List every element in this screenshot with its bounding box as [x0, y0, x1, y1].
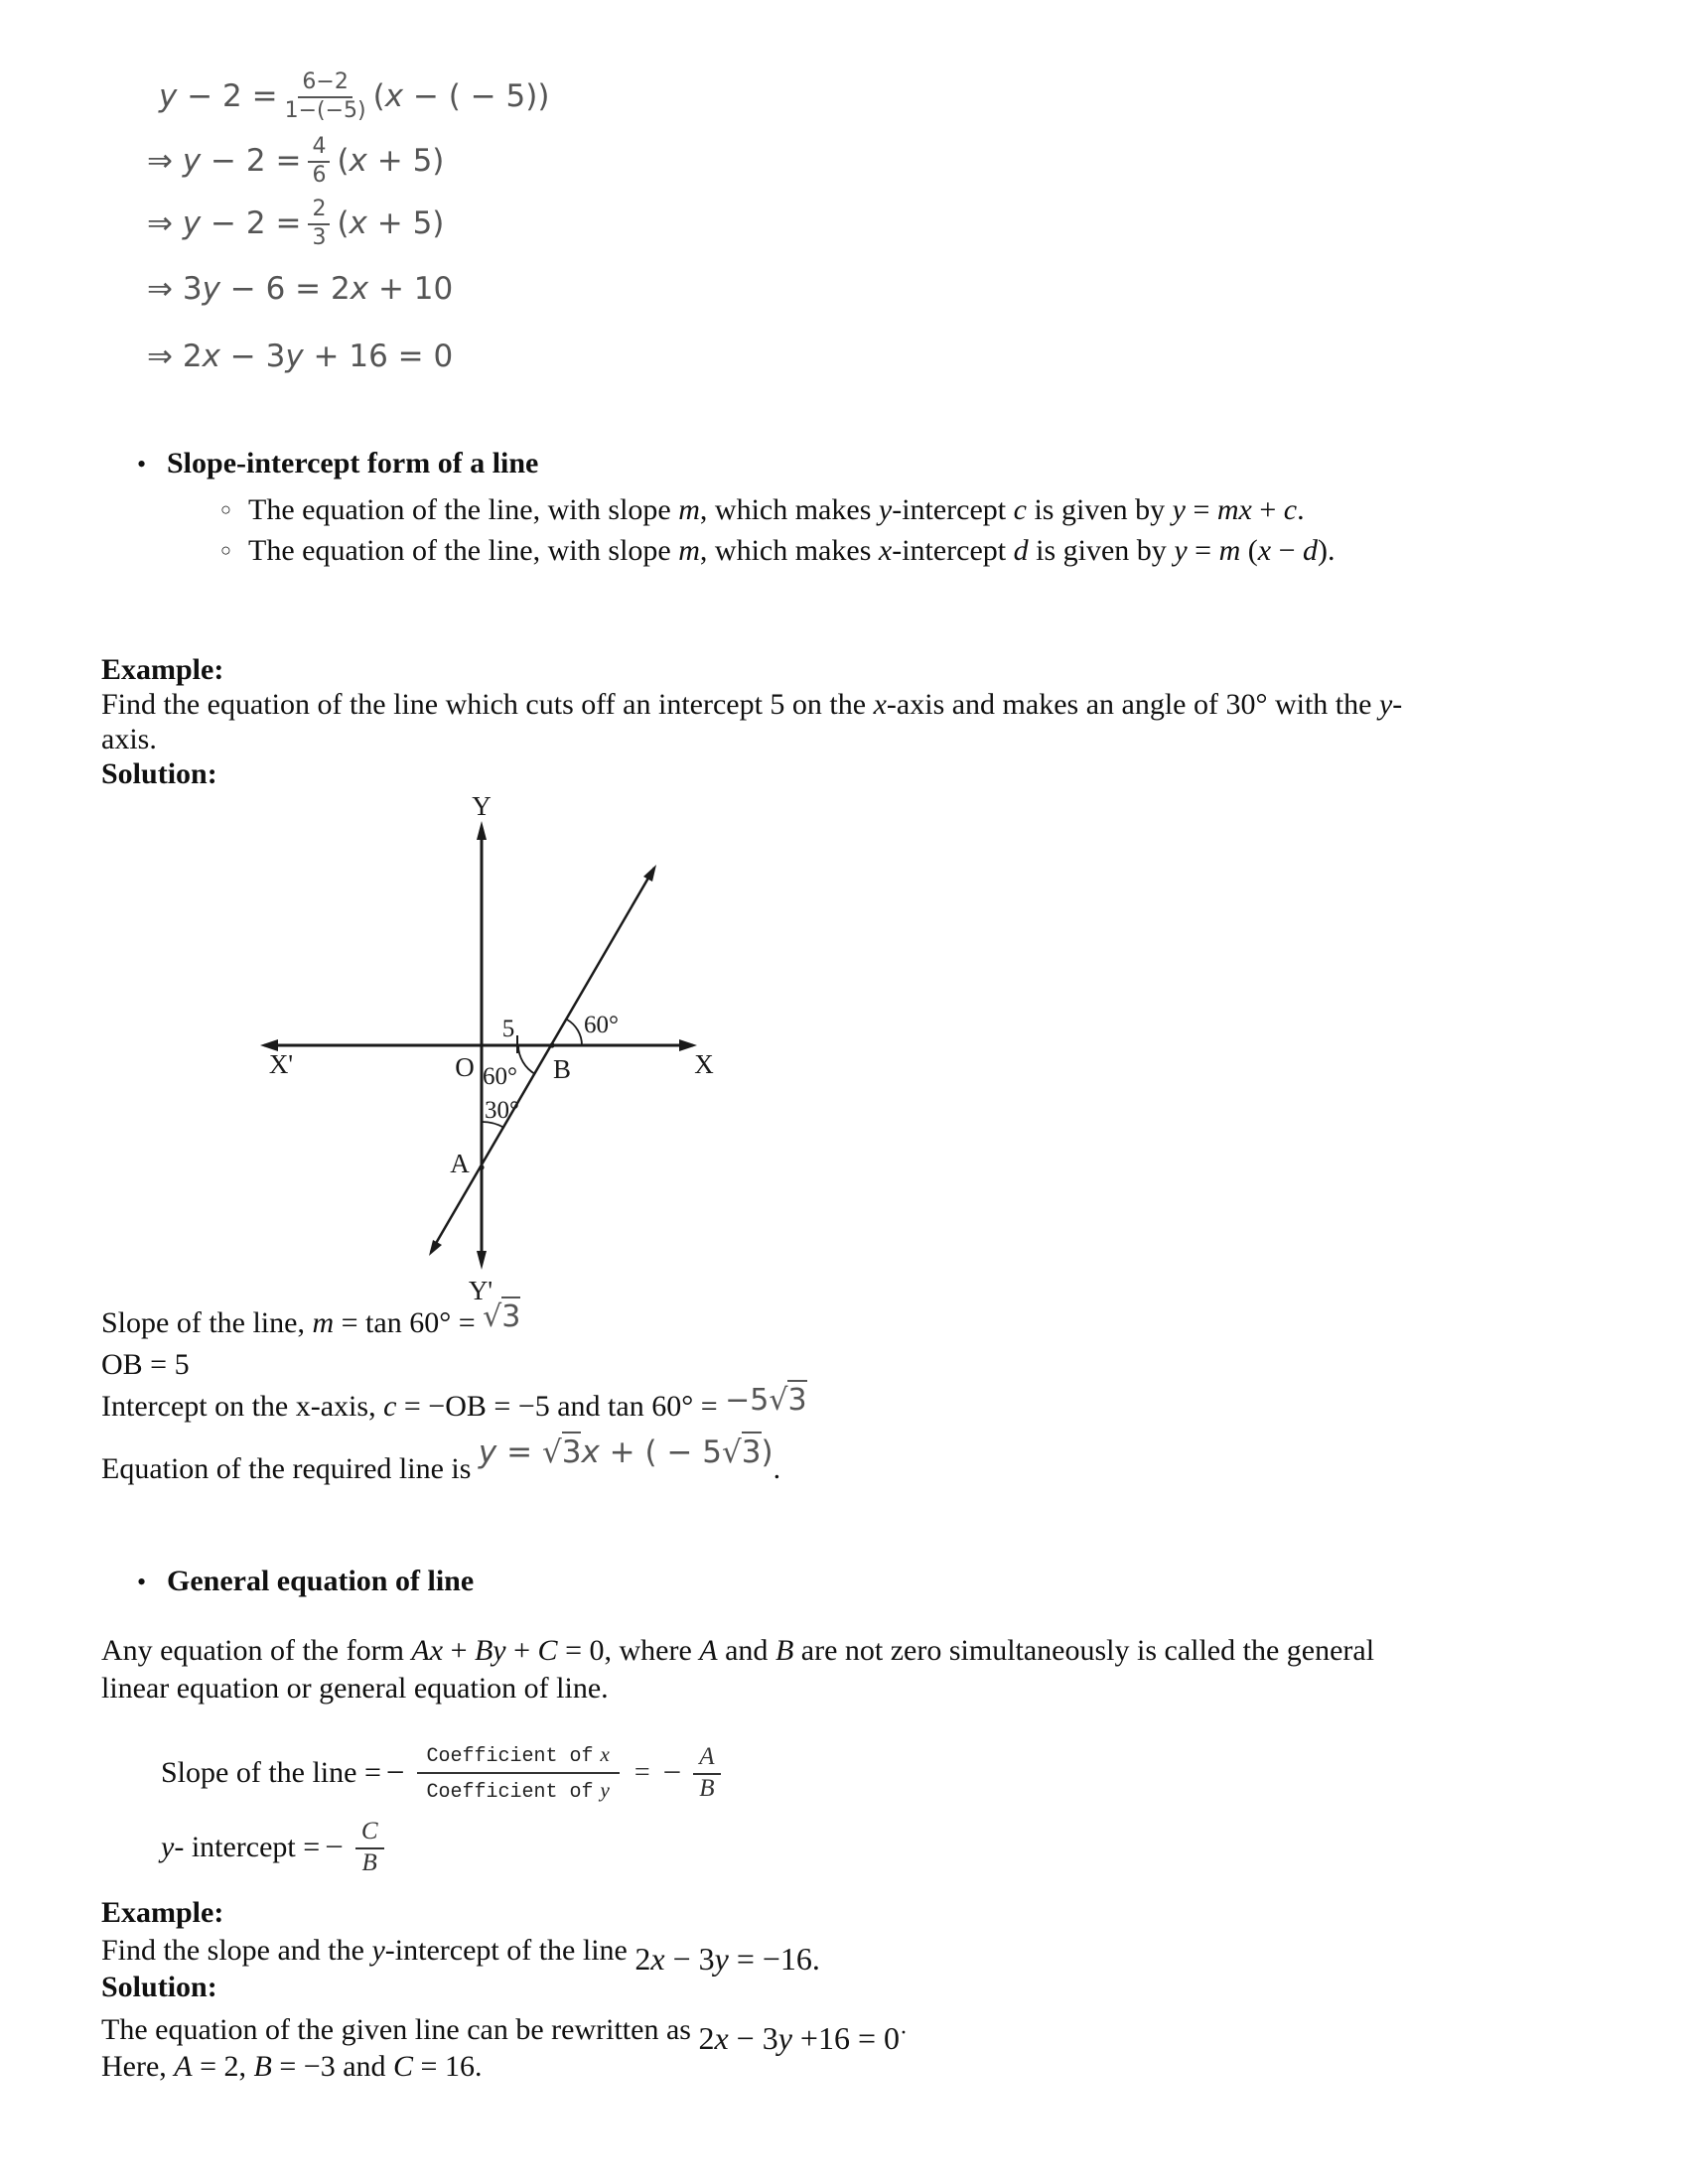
minus-5-sqrt-3-math: −5√3	[725, 1383, 806, 1418]
example-question-line-1: Find the equation of the line which cuts off an intercept 5 on the x-axis and makes an angle of 30° with the y-	[101, 688, 1403, 721]
sqrt-3-math: √3	[483, 1299, 520, 1334]
bullet-heading-row	[137, 447, 1335, 480]
sub-bullet-item	[220, 491, 1335, 532]
solution-1-block	[101, 1299, 807, 1498]
sub-bullet-text: The equation of the line, with slope m, which makes x-intercept d is given by y = m (x − d).	[248, 534, 1336, 567]
equation-line-1	[147, 69, 549, 124]
equation-line-5	[147, 339, 549, 374]
period: .	[773, 1452, 781, 1485]
solution-heading: Solution:	[101, 1971, 217, 2003]
derivation-block	[147, 69, 549, 374]
numerator-variable: x	[600, 1742, 610, 1766]
coefficient-fraction	[417, 1740, 620, 1806]
example-question-line-2: axis.	[101, 723, 157, 755]
minus-sign: −	[662, 1754, 682, 1791]
rewritten-equation-math: 2x − 3y +16 = 0·	[698, 2020, 908, 2056]
angle-arc-60-left	[518, 1045, 535, 1074]
line-arrow-down-icon	[429, 1240, 442, 1256]
fraction-denominator: B	[361, 1848, 377, 1876]
formula-label: - intercept =	[174, 1831, 321, 1864]
fraction-numerator: C	[355, 1818, 384, 1849]
equation-text: (x + 5)	[337, 205, 445, 242]
formula-label: Slope of the line =	[161, 1756, 381, 1789]
fraction-numerator: 4	[308, 134, 330, 163]
example-1-block	[101, 652, 1402, 791]
bullet-heading-row	[137, 1565, 474, 1598]
fraction-denominator: 1−(−5)	[284, 97, 366, 123]
arrow-down-icon	[477, 1251, 487, 1270]
label-angle-60-right: 60°	[584, 1012, 619, 1038]
y-variable: y	[161, 1831, 175, 1864]
fraction	[285, 69, 366, 124]
line-arrow-up-icon	[643, 865, 656, 882]
given-line-equation-math: 2x − 3y = −16.	[634, 1941, 820, 1977]
denominator-variable: y	[600, 1778, 610, 1802]
bullet-icon: •	[137, 1568, 147, 1596]
fraction-denominator: B	[699, 1774, 715, 1802]
point-b-dot	[549, 1042, 554, 1047]
equation-line-4	[147, 271, 549, 307]
label-y-prime: Y'	[468, 1276, 493, 1305]
section-heading: General equation of line	[167, 1565, 475, 1597]
equation-text: ⇒ y − 2 =	[147, 205, 302, 242]
minus-sign: −	[385, 1754, 405, 1791]
section-heading: Slope-intercept form of a line	[167, 447, 539, 479]
example-heading: Example:	[101, 1896, 224, 1929]
label-angle-30: 30°	[485, 1097, 519, 1124]
fraction-denominator: 3	[312, 224, 327, 250]
coefficients-line: Here, A = 2, B = −3 and C = 16.	[101, 2050, 483, 2083]
fraction-numerator: A	[693, 1743, 720, 1775]
equals-sign: =	[633, 1757, 650, 1788]
fraction	[308, 197, 330, 251]
example-heading: Example:	[101, 653, 224, 686]
label-y-axis: Y	[472, 791, 492, 821]
general-equation-paragraph	[101, 1632, 1374, 1707]
label-x-prime: X'	[268, 1049, 294, 1079]
point-a-dot	[479, 1164, 484, 1169]
y-intercept-formula-row	[161, 1818, 728, 1878]
solution-heading: Solution:	[101, 757, 217, 790]
solution-text: Intercept on the x-axis, c = −OB = −5 and tan 60° =	[101, 1390, 726, 1423]
sub-bullet-item	[220, 532, 1335, 573]
c-over-b-fraction	[355, 1818, 384, 1878]
fraction-numerator	[417, 1740, 620, 1774]
angle-arc-60-right	[567, 1020, 582, 1045]
solution-line: OB = 5	[101, 1348, 190, 1381]
equation-text: ⇒ 2x − 3y + 16 = 0	[147, 338, 454, 374]
fraction-denominator: 6	[312, 162, 327, 188]
fraction-numerator: 2	[308, 197, 330, 225]
equation-text: ⇒ y − 2 =	[147, 143, 302, 180]
circle-bullet-icon: ○	[220, 540, 231, 560]
equation-line-2	[147, 134, 549, 189]
label-point-a: A	[450, 1149, 470, 1178]
equation-line-3	[147, 197, 549, 251]
solution-text: Slope of the line, m = tan 60° =	[101, 1306, 484, 1339]
equation-text: (x − ( − 5))	[372, 78, 550, 115]
numerator-text: Coefficient of	[426, 1745, 594, 1768]
sub-bullet-text: The equation of the line, with slope m, which makes y-intercept c is given by y = mx + c.	[248, 493, 1305, 526]
equation-text: (x + 5)	[337, 143, 445, 180]
minus-sign: −	[325, 1829, 344, 1865]
equation-text: ⇒ 3y − 6 = 2x + 10	[147, 270, 454, 307]
equation-text: y − 2 =	[159, 78, 278, 115]
fraction-denominator	[427, 1774, 610, 1806]
circle-bullet-icon: ○	[220, 499, 231, 519]
label-origin: O	[455, 1052, 475, 1082]
solution-text: The equation of the given line can be rewritten as	[101, 2013, 699, 2046]
arrow-up-icon	[477, 821, 487, 840]
question-text: Find the slope and the y-intercept of the line	[101, 1934, 635, 1967]
example-question-line	[101, 1931, 908, 1977]
solution-line	[101, 1299, 807, 1344]
label-angle-60-left: 60°	[483, 1063, 517, 1090]
label-intercept-5: 5	[501, 1016, 515, 1042]
solution-line	[101, 1383, 807, 1428]
solution-rewrite-line	[101, 2005, 908, 2056]
bullet-icon: •	[137, 450, 147, 478]
label-x-axis: X	[694, 1049, 714, 1079]
coordinate-diagram	[254, 787, 723, 1305]
fraction	[308, 134, 330, 189]
paragraph-line-2: linear equation or general equation of line.	[101, 1672, 609, 1705]
denominator-text: Coefficient of	[426, 1781, 594, 1804]
formulas-block	[161, 1740, 728, 1878]
slope-intercept-section	[137, 447, 1335, 573]
paragraph-line-1: Any equation of the form Ax + By + C = 0, where A and B are not zero simultaneously is called the general	[101, 1634, 1375, 1667]
a-over-b-fraction	[693, 1743, 720, 1804]
label-point-b: B	[552, 1054, 572, 1084]
example-2-block	[101, 1894, 908, 2085]
required-line-equation-math: y = √3x + ( − 5√3)	[479, 1434, 774, 1470]
solution-text: Equation of the required line is	[101, 1452, 479, 1485]
slope-formula-row	[161, 1740, 728, 1806]
solution-line	[101, 1434, 807, 1498]
fraction-numerator: 6−2	[298, 69, 352, 98]
general-equation-section	[137, 1565, 474, 1598]
